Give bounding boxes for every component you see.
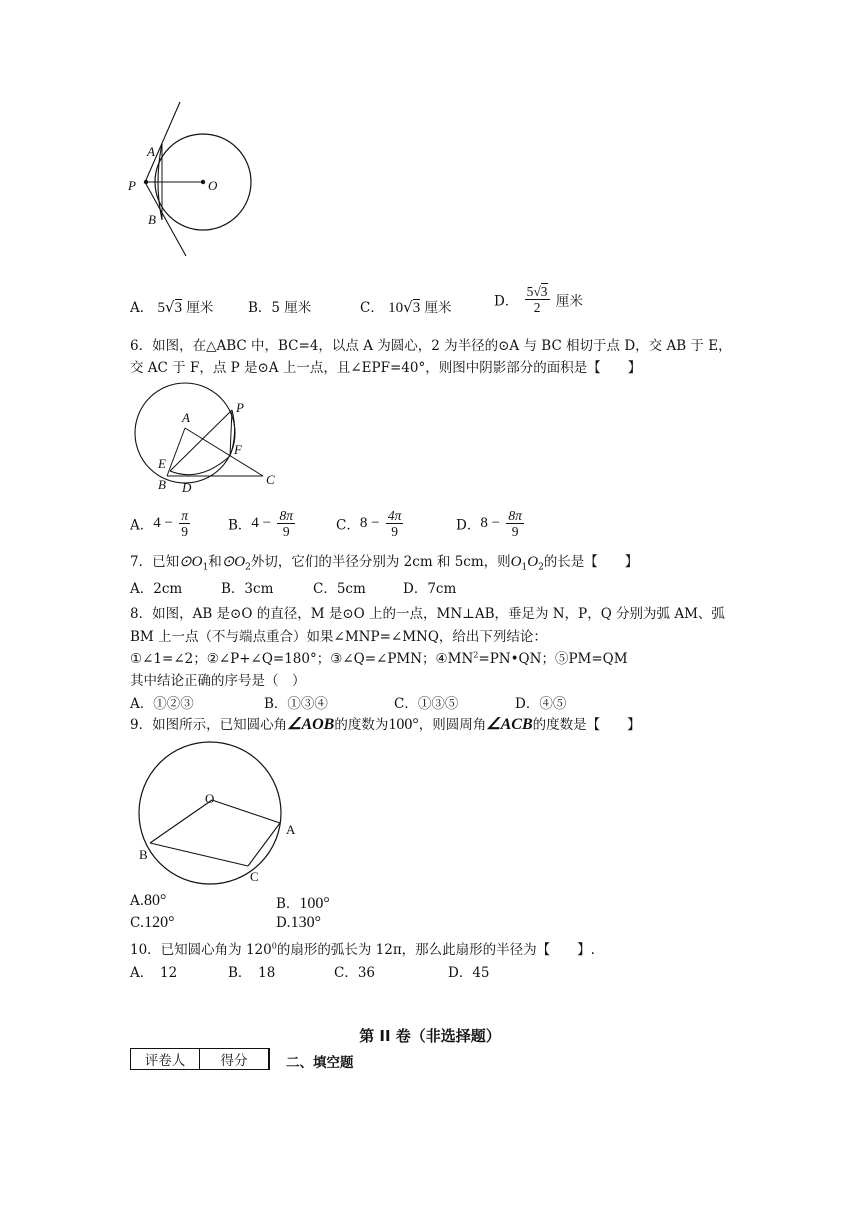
- q6-option-c: C．8 − $\frac{4\pi}{9}$: [336, 508, 402, 539]
- label-f: F: [234, 442, 242, 457]
- label-b: B: [158, 477, 166, 492]
- q9-option-c: C.120°: [130, 914, 175, 931]
- q7-option-d: D．7cm: [403, 581, 457, 597]
- segment-ab: [167, 428, 185, 476]
- q7-stem: 7．已知$⊙O_1$和$⊙O_2$外切，它们的半径分别为 2cm 和 5cm，则$O_1O_2$的长是【 】: [130, 554, 639, 573]
- segment-bc: [150, 843, 248, 866]
- segment-ob: [150, 800, 212, 843]
- label-b: B: [148, 212, 156, 227]
- q10-option-a: A． 12: [130, 965, 178, 981]
- q8-option-d: D．④⑤: [515, 696, 567, 712]
- label-b: B: [139, 847, 148, 862]
- label-p: P: [128, 178, 136, 193]
- label-c: C: [250, 869, 259, 884]
- label-a: A: [286, 822, 296, 837]
- figure-q6-triangle-circle: [130, 378, 290, 498]
- q6-option-b: B．4 − $\frac{8\pi}{9}$: [228, 508, 293, 539]
- point-p: [144, 180, 148, 184]
- q9-option-a: A.80°: [130, 892, 167, 909]
- point-o: [201, 180, 205, 184]
- label-d: D: [182, 480, 192, 495]
- arc-ef: [170, 456, 230, 475]
- label-p: P: [236, 400, 244, 415]
- q5-option-d: D． $\frac{5√3}{2}$ 厘米: [494, 284, 583, 315]
- circle-o: [139, 742, 281, 884]
- q9-option-d: D.130°: [276, 914, 322, 931]
- q9-stem: 9．如图所示，已知圆心角∠AOB的度数为100°，则圆周角∠ACB的度数是【 】: [130, 716, 641, 733]
- label-o: O: [208, 178, 218, 193]
- label-e: E: [158, 456, 166, 471]
- q6-option-d: D．8 − $\frac{8\pi}{9}$: [456, 508, 522, 539]
- q8-option-c: C．①③⑤: [394, 696, 459, 712]
- label-a: A: [182, 410, 190, 425]
- q10-stem: 10．已知圆心角为 $120^0$的扇形的弧长为 12π，那么此扇形的半径为【 】.: [130, 941, 595, 958]
- score-table: [130, 1048, 270, 1070]
- q7-option-c: C．5cm: [313, 581, 366, 597]
- q9-option-b: B．100°: [276, 895, 330, 912]
- q6-stem-line2: 交 AC 于 F，点 P 是⊙A 上一点，且∠EPF=40°，则图中阴影部分的面积是【 】: [130, 360, 642, 376]
- q10-option-b: B． 18: [228, 965, 276, 981]
- q8-option-b: B．①③④: [264, 696, 328, 712]
- label-c: C: [266, 472, 275, 487]
- q10-option-d: D．45: [448, 965, 490, 981]
- q8-conclusions: ①∠1=∠2；②∠P+∠Q=180°；③∠Q=∠PMN；$④MN^2=PN•QN$；⑤PM=QM: [130, 650, 628, 667]
- q8-option-a: A．①②③: [130, 696, 194, 712]
- figure-q9-circle-angles: [130, 738, 310, 888]
- tangent-line-pa: [146, 102, 180, 180]
- q5-option-c: C． 10√3 厘米: [360, 298, 452, 316]
- figure-q5-tangent-circle: [120, 100, 270, 270]
- label-a: A: [147, 144, 155, 159]
- score-table-score: 得分: [200, 1049, 270, 1070]
- q6-stem-line1: 6．如图，在△ABC 中，BC=4，以点 A 为圆心，2 为半径的⊙A 与 BC 相切于点 D，交 AB 于 E，: [130, 338, 732, 354]
- circle-a: [135, 383, 235, 483]
- q8-stem-line2: BM 上一点（不与端点重合）如果∠MNP=∠MNQ，给出下列结论：: [130, 629, 547, 645]
- q7-option-a: A．2cm: [130, 581, 183, 597]
- segment-oa: [212, 800, 280, 823]
- section-title: 第 II 卷（非选择题）: [359, 1027, 501, 1045]
- q7-option-b: B．3cm: [221, 581, 274, 597]
- score-table-grader: 评卷人: [131, 1049, 200, 1070]
- label-o: O: [205, 791, 215, 806]
- q5-option-b: B．5 厘米: [248, 300, 312, 316]
- q6-option-a: A．4 − $\frac{\pi}{9}$: [130, 508, 189, 539]
- segment-ac: [185, 428, 263, 476]
- q5-option-a: A． 5√3 厘米: [130, 298, 214, 316]
- section-heading-fill-blank: 二、填空题: [286, 1055, 354, 1071]
- q10-option-c: C．36: [334, 965, 376, 981]
- q8-stem-line4: 其中结论正确的序号是（ ）: [130, 673, 306, 689]
- q8-stem-line1: 8．如图，AB 是⊙O 的直径，M 是⊙O 上的一点，MN⊥AB，垂足为 N，P，Q 分别为弧 AM、弧: [130, 606, 725, 622]
